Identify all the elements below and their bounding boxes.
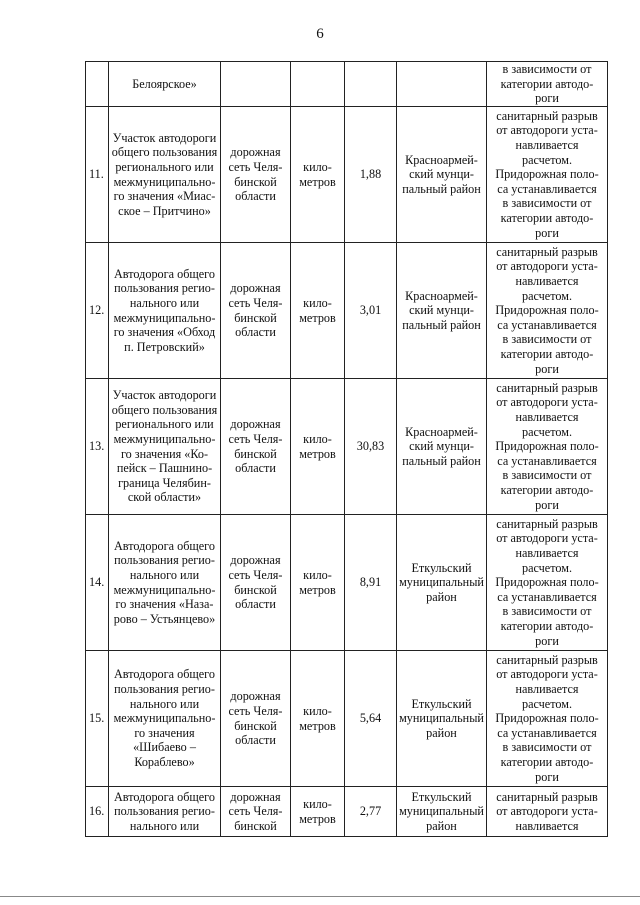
cell-line: муниципальный [399, 575, 484, 590]
cell-line: общего пользования [111, 145, 218, 160]
cell-line: кило- [303, 159, 332, 174]
cell-line: бинской [234, 582, 277, 597]
cell-line: дорожная [230, 689, 281, 704]
zone-cell [487, 787, 608, 837]
cell-line: пользования регио- [114, 682, 215, 697]
cell-line: роги [535, 225, 559, 240]
cell-line: го значения [134, 725, 195, 740]
cell-value: 15. [89, 711, 105, 726]
cell-line: категории автодо- [500, 618, 594, 633]
district-cell [397, 515, 487, 651]
cell-line: ский мунци- [409, 303, 474, 318]
district-cell [397, 787, 487, 837]
cell-line: в зависимости от [502, 196, 592, 211]
table-row [86, 62, 608, 107]
cell-line: Придорожная поло- [495, 439, 599, 454]
cell-line: Участок автодороги [112, 388, 217, 403]
cell-line: бинской [234, 718, 277, 733]
cell-line: межмуниципально- [113, 711, 216, 726]
cell-line: метров [299, 811, 336, 826]
cell-line: пальный район [402, 453, 481, 468]
cell-line: сеть Челя- [228, 159, 283, 174]
cell-line: Автодорога общего [114, 667, 215, 682]
cell-line: метров [299, 718, 336, 733]
cell-line: Автодорога общего [114, 789, 215, 804]
length-cell [345, 107, 397, 243]
unit-cell [291, 243, 345, 379]
cell-line: межмуниципально- [113, 582, 216, 597]
cell-line: в зависимости от [502, 604, 592, 619]
cell-value: 5,64 [359, 711, 382, 726]
cell-line: области [235, 325, 276, 340]
cell-line: Еткульский [411, 789, 472, 804]
row-number-cell [86, 515, 109, 651]
district-cell [397, 379, 487, 515]
zone-cell [487, 62, 608, 107]
cell-line: Красноармей- [405, 152, 478, 167]
cell-line: метров [299, 582, 336, 597]
cell-line: «Шибаево – [133, 740, 196, 755]
cell-line: Кораблево» [134, 754, 195, 769]
cell-line: межмуниципально- [113, 174, 216, 189]
cell-line: Придорожная поло- [495, 167, 599, 182]
cell-line: категории автодо- [500, 76, 594, 91]
cell-line: расчетом. [522, 696, 572, 711]
unit-cell [291, 107, 345, 243]
unit-cell [291, 62, 345, 107]
cell-line: области [235, 189, 276, 204]
cell-line: межмуниципально- [113, 431, 216, 446]
cell-line: роги [535, 769, 559, 784]
cell-line: от автодороги уста- [496, 259, 598, 274]
cell-line: са устанавливается [497, 725, 597, 740]
bottom-rule [0, 896, 640, 897]
cell-line: Автодорога общего [114, 266, 215, 281]
length-cell [345, 515, 397, 651]
cell-line: расчетом. [522, 560, 572, 575]
cell-line: навливается [515, 410, 579, 425]
unit-cell [291, 379, 345, 515]
road-type-cell [221, 515, 291, 651]
cell-line: расчетом. [522, 152, 572, 167]
cell-line: Придорожная поло- [495, 711, 599, 726]
cell-line: Красноармей- [405, 424, 478, 439]
cell-line: в зависимости от [502, 62, 592, 77]
cell-line: сеть Челя- [228, 295, 283, 310]
cell-line: категории автодо- [500, 754, 594, 769]
district-cell [397, 651, 487, 787]
unit-cell [291, 515, 345, 651]
cell-value: 1,88 [359, 167, 382, 182]
road-name-cell [109, 62, 221, 107]
cell-line: роги [535, 497, 559, 512]
length-cell [345, 62, 397, 107]
cell-line: роги [535, 633, 559, 648]
unit-cell [291, 787, 345, 837]
cell-line: са устанавливается [497, 317, 597, 332]
cell-line: области [235, 461, 276, 476]
cell-line: дорожная [230, 145, 281, 160]
cell-line: са устанавливается [497, 453, 597, 468]
cell-line: санитарный разрыв [496, 244, 598, 259]
road-name-cell [109, 107, 221, 243]
table-row [86, 787, 608, 837]
cell-line: го значения «Миас- [113, 189, 216, 204]
cell-line: навливается [515, 274, 579, 289]
cell-line: бинской [234, 174, 277, 189]
cell-line: санитарный разрыв [496, 652, 598, 667]
road-name-cell [109, 651, 221, 787]
cell-line: го значения «Обход [113, 325, 216, 340]
cell-line: ский мунци- [409, 439, 474, 454]
table-row [86, 107, 608, 243]
cell-line: сеть Челя- [228, 804, 283, 819]
cell-line: кило- [303, 431, 332, 446]
cell-line: дорожная [230, 553, 281, 568]
cell-line: метров [299, 310, 336, 325]
row-number-cell [86, 243, 109, 379]
cell-line: муниципальный [399, 804, 484, 819]
row-number-cell [86, 62, 109, 107]
cell-line: Автодорога общего [114, 538, 215, 553]
cell-line: Белоярское» [132, 76, 197, 91]
cell-line: сеть Челя- [228, 431, 283, 446]
cell-line: район [426, 818, 457, 833]
cell-line: нального или [129, 295, 200, 310]
cell-line: Придорожная поло- [495, 303, 599, 318]
cell-line: кило- [303, 796, 332, 811]
cell-value: 3,01 [359, 303, 382, 318]
cell-line: роги [535, 361, 559, 376]
cell-line: области [235, 733, 276, 748]
cell-line: ской области» [127, 490, 202, 505]
road-type-cell [221, 379, 291, 515]
cell-line: категории автодо- [500, 210, 594, 225]
cell-line: навливается [515, 138, 579, 153]
cell-line: метров [299, 446, 336, 461]
cell-line: от автодороги уста- [496, 804, 598, 819]
roads-table [85, 61, 608, 837]
road-name-cell [109, 379, 221, 515]
cell-line: расчетом. [522, 288, 572, 303]
cell-line: ский мунци- [409, 167, 474, 182]
cell-line: пользования регио- [114, 281, 215, 296]
cell-line: го значения «Наза- [115, 597, 214, 612]
cell-line: от автодороги уста- [496, 395, 598, 410]
cell-value: 11. [89, 167, 104, 182]
cell-line: в зависимости от [502, 740, 592, 755]
cell-line: категории автодо- [500, 482, 594, 497]
cell-line: кило- [303, 295, 332, 310]
cell-line: п. Петровский» [124, 339, 205, 354]
zone-cell [487, 107, 608, 243]
cell-line: ское – Притчино» [118, 203, 211, 218]
road-type-cell [221, 62, 291, 107]
district-cell [397, 107, 487, 243]
road-type-cell [221, 651, 291, 787]
cell-line: расчетом. [522, 424, 572, 439]
cell-line: межмуниципально- [113, 310, 216, 325]
cell-line: дорожная [230, 417, 281, 432]
cell-value: 2,77 [359, 804, 382, 819]
cell-line: области [235, 597, 276, 612]
length-cell [345, 379, 397, 515]
cell-value: 16. [89, 804, 105, 819]
cell-line: Красноармей- [405, 288, 478, 303]
district-cell [397, 62, 487, 107]
cell-value: 30,83 [356, 439, 385, 454]
cell-line: нального или [129, 567, 200, 582]
table-row [86, 243, 608, 379]
cell-line: нального или [129, 696, 200, 711]
table-row [86, 379, 608, 515]
cell-line: санитарный разрыв [496, 789, 598, 804]
cell-line: сеть Челя- [228, 703, 283, 718]
cell-line: пейск – Пашнино- [116, 461, 213, 476]
cell-line: регионального или [115, 159, 214, 174]
cell-line: санитарный разрыв [496, 516, 598, 531]
table-row [86, 651, 608, 787]
cell-line: санитарный разрыв [496, 380, 598, 395]
cell-line: роги [535, 91, 559, 106]
cell-line: го значения «Ко- [120, 446, 209, 461]
cell-line: муниципальный [399, 711, 484, 726]
zone-cell [487, 243, 608, 379]
road-name-cell [109, 515, 221, 651]
cell-line: общего пользования [111, 402, 218, 417]
district-cell [397, 243, 487, 379]
cell-line: бинской [234, 310, 277, 325]
cell-line: нального или [129, 818, 200, 833]
cell-line: метров [299, 174, 336, 189]
length-cell [345, 651, 397, 787]
row-number-cell [86, 651, 109, 787]
road-type-cell [221, 243, 291, 379]
cell-line: район [426, 589, 457, 604]
zone-cell [487, 651, 608, 787]
cell-line: бинской [234, 446, 277, 461]
cell-line: рово – Устьянцево» [113, 611, 216, 626]
cell-line: кило- [303, 567, 332, 582]
cell-line: навливается [515, 818, 579, 833]
cell-value: 14. [89, 575, 105, 590]
row-number-cell [86, 107, 109, 243]
cell-line: Участок автодороги [112, 130, 217, 145]
cell-value: 12. [89, 303, 105, 318]
cell-line: навливается [515, 682, 579, 697]
cell-line: дорожная [230, 281, 281, 296]
cell-value: 8,91 [359, 575, 382, 590]
zone-cell [487, 515, 608, 651]
cell-line: район [426, 725, 457, 740]
zone-cell [487, 379, 608, 515]
road-type-cell [221, 787, 291, 837]
cell-line: граница Челябин- [118, 475, 211, 490]
cell-line: от автодороги уста- [496, 123, 598, 138]
length-cell [345, 787, 397, 837]
cell-line: в зависимости от [502, 468, 592, 483]
length-cell [345, 243, 397, 379]
cell-line: бинской [234, 818, 277, 833]
cell-line: Еткульский [411, 696, 472, 711]
cell-line: от автодороги уста- [496, 531, 598, 546]
cell-line: Придорожная поло- [495, 575, 599, 590]
page-number: 6 [316, 26, 324, 42]
cell-line: навливается [515, 546, 579, 561]
cell-line: пользования регио- [114, 804, 215, 819]
row-number-cell [86, 787, 109, 837]
cell-value: 13. [89, 439, 105, 454]
cell-line: пальный район [402, 317, 481, 332]
row-number-cell [86, 379, 109, 515]
unit-cell [291, 651, 345, 787]
cell-line: сеть Челя- [228, 567, 283, 582]
cell-line: пользования регио- [114, 553, 215, 568]
road-name-cell [109, 243, 221, 379]
cell-line: Еткульский [411, 560, 472, 575]
cell-line: санитарный разрыв [496, 108, 598, 123]
cell-line: дорожная [230, 789, 281, 804]
cell-line: кило- [303, 703, 332, 718]
cell-line: пальный район [402, 181, 481, 196]
table-row [86, 515, 608, 651]
cell-line: са устанавливается [497, 589, 597, 604]
cell-line: от автодороги уста- [496, 667, 598, 682]
cell-line: категории автодо- [500, 346, 594, 361]
cell-line: са устанавливается [497, 181, 597, 196]
road-name-cell [109, 787, 221, 837]
cell-line: регионального или [115, 417, 214, 432]
road-type-cell [221, 107, 291, 243]
cell-line: в зависимости от [502, 332, 592, 347]
